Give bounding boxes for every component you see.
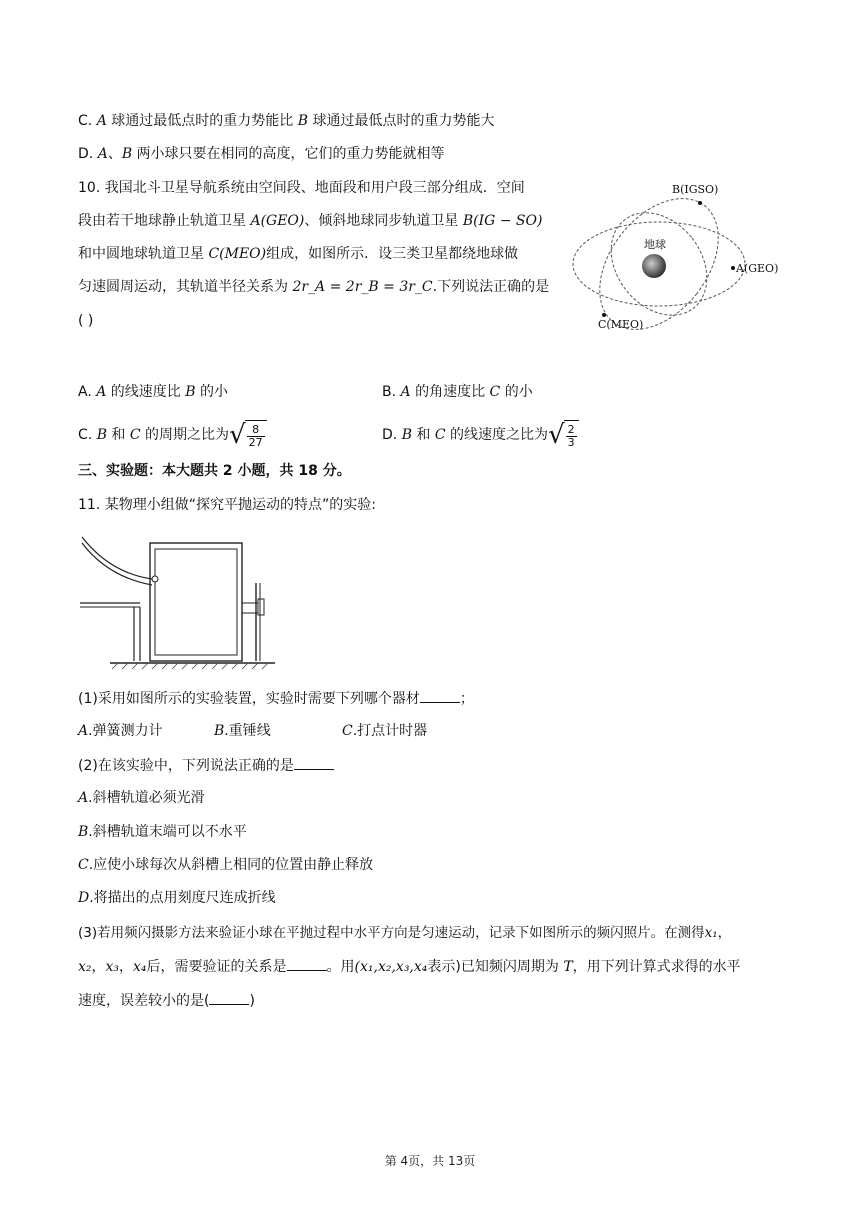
- text: ): [249, 993, 255, 1009]
- text: 的角速度比: [410, 384, 490, 400]
- q11-part2-option-a: [78, 788, 205, 808]
- text: 速度，误差较小的是(: [78, 993, 210, 1009]
- question-count: 2: [222, 463, 233, 479]
- satellite-a-label: A(GEO): [736, 262, 779, 275]
- q11-part1: [78, 688, 474, 709]
- option-label: D.: [382, 427, 402, 443]
- q11-part3-line2: x₂，x₃，x₄后，需要验证的关系是 。用(x₁,x₂,x₃,x₄表示)已知频闪周期为 T，用下列计算式求得的水平: [78, 956, 741, 977]
- option-label: B.: [382, 384, 401, 400]
- option-text: .斜槽轨道末端可以不水平: [88, 824, 247, 840]
- var-x2: x₂: [78, 959, 92, 975]
- q11-part2: [78, 755, 334, 776]
- apparatus-diagram: [80, 533, 280, 673]
- satellite-c-label: C(MEO): [598, 318, 644, 331]
- q10-option-d: [382, 420, 579, 450]
- option-text: .打点计时器: [352, 723, 428, 739]
- text: 页，共: [408, 1154, 448, 1168]
- text: 球通过最低点时的重力势能大: [308, 113, 495, 129]
- text: 、: [107, 146, 122, 162]
- option-letter: B: [78, 824, 89, 840]
- q10-option-b: [382, 382, 533, 402]
- option-letter: A: [78, 723, 89, 739]
- q10-stem-line3: [78, 244, 518, 264]
- q11-part1-options: [78, 721, 427, 741]
- text: 的小: [195, 384, 229, 400]
- satellite-c-dot: [602, 313, 606, 317]
- q10-answer-paren: ( ): [78, 313, 94, 329]
- q9-option-d: [78, 144, 445, 164]
- q10-option-c: [78, 420, 267, 450]
- text: 页: [463, 1154, 476, 1168]
- text: 组成，如图所示．设三类卫星都绕地球做: [266, 246, 519, 262]
- ball-icon: [152, 576, 158, 582]
- q10-stem-line1: 10. 我国北斗卫星导航系统由空间段、地面段和用户段三部分组成．空间: [78, 180, 525, 196]
- page-number: 4: [400, 1154, 409, 1168]
- option-label: C.: [78, 113, 97, 129]
- option-letter: D: [78, 890, 90, 906]
- q11-part2-option-c: [78, 855, 373, 875]
- sqrt-expression: √ $\frac{8}{27}$: [229, 420, 267, 450]
- text: 段由若干地球静止轨道卫星: [78, 213, 251, 229]
- denominator: 3: [567, 435, 575, 449]
- text: 第: [384, 1154, 401, 1168]
- option-text: .弹簧测力计: [88, 723, 163, 739]
- text: 后，需要验证的关系是: [146, 959, 287, 975]
- text: 三、实验题：本大题共: [78, 463, 223, 479]
- option-c: [342, 723, 427, 739]
- denominator: 27: [248, 435, 263, 449]
- var: B: [297, 113, 309, 129]
- option-label: D.: [78, 146, 98, 162]
- q11-part3-line3: [78, 990, 255, 1011]
- answer-blank[interactable]: [294, 755, 334, 770]
- var-T: T: [563, 959, 573, 975]
- text: 、倾斜地球同步轨道卫星: [304, 213, 463, 229]
- option-letter: A: [78, 790, 89, 806]
- text: ，用下列计算式求得的水平: [572, 959, 741, 975]
- answer-blank[interactable]: [287, 956, 327, 971]
- clamp-screw: [258, 599, 264, 615]
- math: B(IG − SO): [462, 213, 543, 229]
- text: 小题，共: [232, 463, 299, 479]
- text: 的周期之比为: [140, 427, 230, 443]
- option-letter: B: [214, 723, 225, 739]
- var: A: [96, 384, 107, 400]
- option-a: [78, 721, 214, 741]
- answer-blank[interactable]: [420, 688, 460, 703]
- text: (1)采用如图所示的实验装置，实验时需要下列哪个器材: [78, 691, 420, 707]
- answer-blank[interactable]: [209, 990, 249, 1005]
- option-text: .应使小球每次从斜槽上相同的位置由静止释放: [88, 857, 374, 873]
- text: .下列说法正确的是: [432, 279, 550, 295]
- var-x3: x₃: [105, 959, 120, 975]
- ground-hatch: [112, 663, 268, 669]
- text: 的线速度比: [106, 384, 186, 400]
- q9-option-c: [78, 111, 494, 131]
- var: C: [489, 384, 501, 400]
- text: 的线速度之比为: [445, 427, 549, 443]
- q11-stem: 11. 某物理小组做“探究平抛运动的特点”的实验:: [78, 497, 376, 513]
- q10-option-a: [78, 382, 228, 402]
- option-letter: C: [342, 723, 353, 739]
- sqrt-expression: √ $\frac{2}{3}$: [548, 420, 579, 450]
- text: 球通过最低点时的重力势能比: [106, 113, 298, 129]
- var: B: [121, 146, 133, 162]
- text: (3)若用频闪摄影方法来验证小球在平抛过程中水平方向是匀速运动，记录下如图所示的频闪照片。在测得: [78, 925, 705, 941]
- earth-icon: [642, 254, 666, 278]
- var-x1: x₁: [704, 925, 718, 941]
- var: A: [400, 384, 411, 400]
- var-list: (x₁,x₂,x₃,x₄: [354, 959, 428, 975]
- option-label: A.: [78, 384, 97, 400]
- math: A(GEO): [250, 213, 305, 229]
- text: 和: [106, 427, 130, 443]
- satellite-a-dot: [731, 266, 735, 270]
- orbit-diagram: [566, 176, 786, 340]
- numerator: 8: [247, 424, 265, 437]
- text: 两小球只要在相同的高度，它们的重力势能就相等: [132, 146, 445, 162]
- satellite-b-label: B(IGSO): [672, 183, 719, 196]
- var: B: [185, 384, 196, 400]
- var: A: [97, 146, 108, 162]
- q10-stem-line2: [78, 211, 542, 231]
- text: 的小: [500, 384, 533, 400]
- section-score: 18: [298, 463, 318, 479]
- page-total: 13: [448, 1154, 464, 1168]
- math: 2r_A = 2r_B = 3r_C: [292, 279, 433, 295]
- section-title: [78, 461, 351, 481]
- var-x4: x₄: [133, 959, 147, 975]
- math: C(MEO): [208, 246, 267, 262]
- var: B: [96, 427, 107, 443]
- var: C: [129, 427, 141, 443]
- text: 。用: [326, 959, 355, 975]
- option-b: [214, 721, 342, 741]
- option-label: C.: [78, 427, 97, 443]
- option-text: .将描出的点用刻度尺连成折线: [89, 890, 276, 906]
- satellite-b-dot: [698, 201, 702, 205]
- board-frame: [150, 543, 242, 661]
- text: ；: [459, 691, 474, 707]
- q11-part3-line1: (3)若用频闪摄影方法来验证小球在平抛过程中水平方向是匀速运动，记录下如图所示的频闪照片。在测得x₁，: [78, 925, 732, 941]
- text: 分。: [317, 463, 351, 479]
- earth-label: 地球: [644, 238, 666, 251]
- option-letter: C: [78, 857, 89, 873]
- text: 匀速圆周运动，其轨道半径关系为: [78, 279, 293, 295]
- numerator: 2: [567, 422, 575, 436]
- option-text: .斜槽轨道必须光滑: [88, 790, 205, 806]
- q10-stem-line4: [78, 277, 549, 297]
- q11-part2-option-d: [78, 888, 276, 908]
- text: 表示)已知频闪周期为: [427, 959, 564, 975]
- text: 和: [411, 427, 435, 443]
- board-panel: [155, 549, 237, 655]
- q11-part2-option-b: [78, 822, 247, 842]
- var: C: [434, 427, 446, 443]
- text: (2)在该实验中，下列说法正确的是: [78, 758, 294, 774]
- option-text: .重锤线: [224, 723, 271, 739]
- var: B: [401, 427, 412, 443]
- text: 和中圆地球轨道卫星: [78, 246, 209, 262]
- var: A: [96, 113, 107, 129]
- page-footer: [0, 1152, 860, 1169]
